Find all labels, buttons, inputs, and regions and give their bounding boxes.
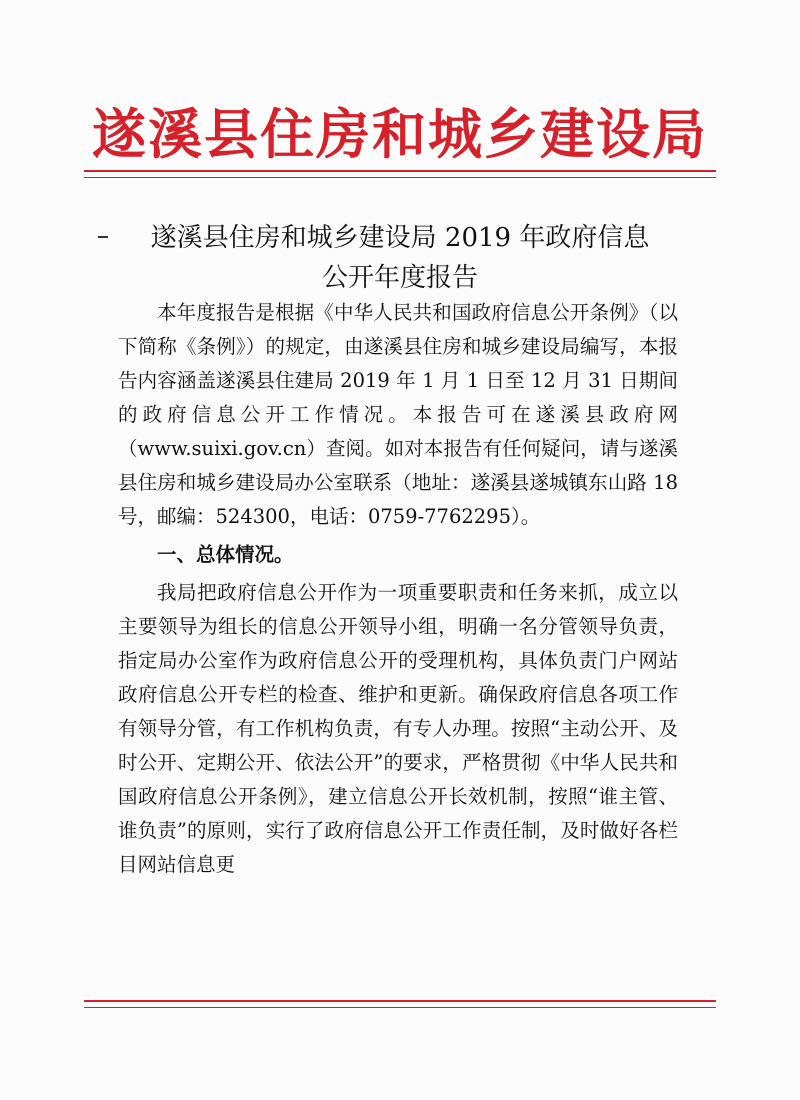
report-title-line1: 遂溪县住房和城乡建设局 2019 年政府信息 [150, 223, 650, 253]
report-body [118, 296, 678, 882]
report-title-line2: 公开年度报告 [321, 263, 478, 293]
masthead-red-rule [84, 170, 716, 172]
report-title [100, 218, 700, 298]
footer-red-rule [84, 1000, 716, 1002]
footer-red-rule-thin [84, 1007, 716, 1008]
intro-paragraph: 本年度报告是根据《中华人民共和国政府信息公开条例》（以下简称《条例》）的规定，由遂溪县住房和城乡建设局编写，本报告内容涵盖遂溪县住建局 2019 年 1 月 1 日至 12 月 31 日期间的政府信息公开工作情况。本报告可在遂溪县政府网（www.suixi.gov.cn）查阅。如对本报告有任何疑问，请与遂溪县住房和城乡建设局办公室联系（地址：遂溪县遂城镇东山路 18 号，邮编：524300，电话：0759-7762295）。 [118, 301, 678, 528]
masthead-title: 遂溪县住房和城乡建设局 [92, 102, 708, 166]
section-paragraph: 我局把政府信息公开作为一项重要职责和任务来抓，成立以主要领导为组长的信息公开领导小组，明确一名分管领导负责，指定局办公室作为政府信息公开的受理机构，具体负责门户网站政府信息公开专栏的检查、维护和更新。确保政府信息各项工作有领导分管，有工作机构负责，有专人办理。按照“主动公开、及时公开、定期公开、依法公开”的要求，严格贯彻《中华人民共和国政府信息公开条例》，建立信息公开长效机制，按照“谁主管、谁负责”的原则，实行了政府信息公开工作责任制，及时做好各栏目网站信息更 [118, 581, 678, 876]
section-heading: 一、总体情况。 [157, 543, 294, 566]
masthead-red-rule-thin [84, 177, 716, 178]
